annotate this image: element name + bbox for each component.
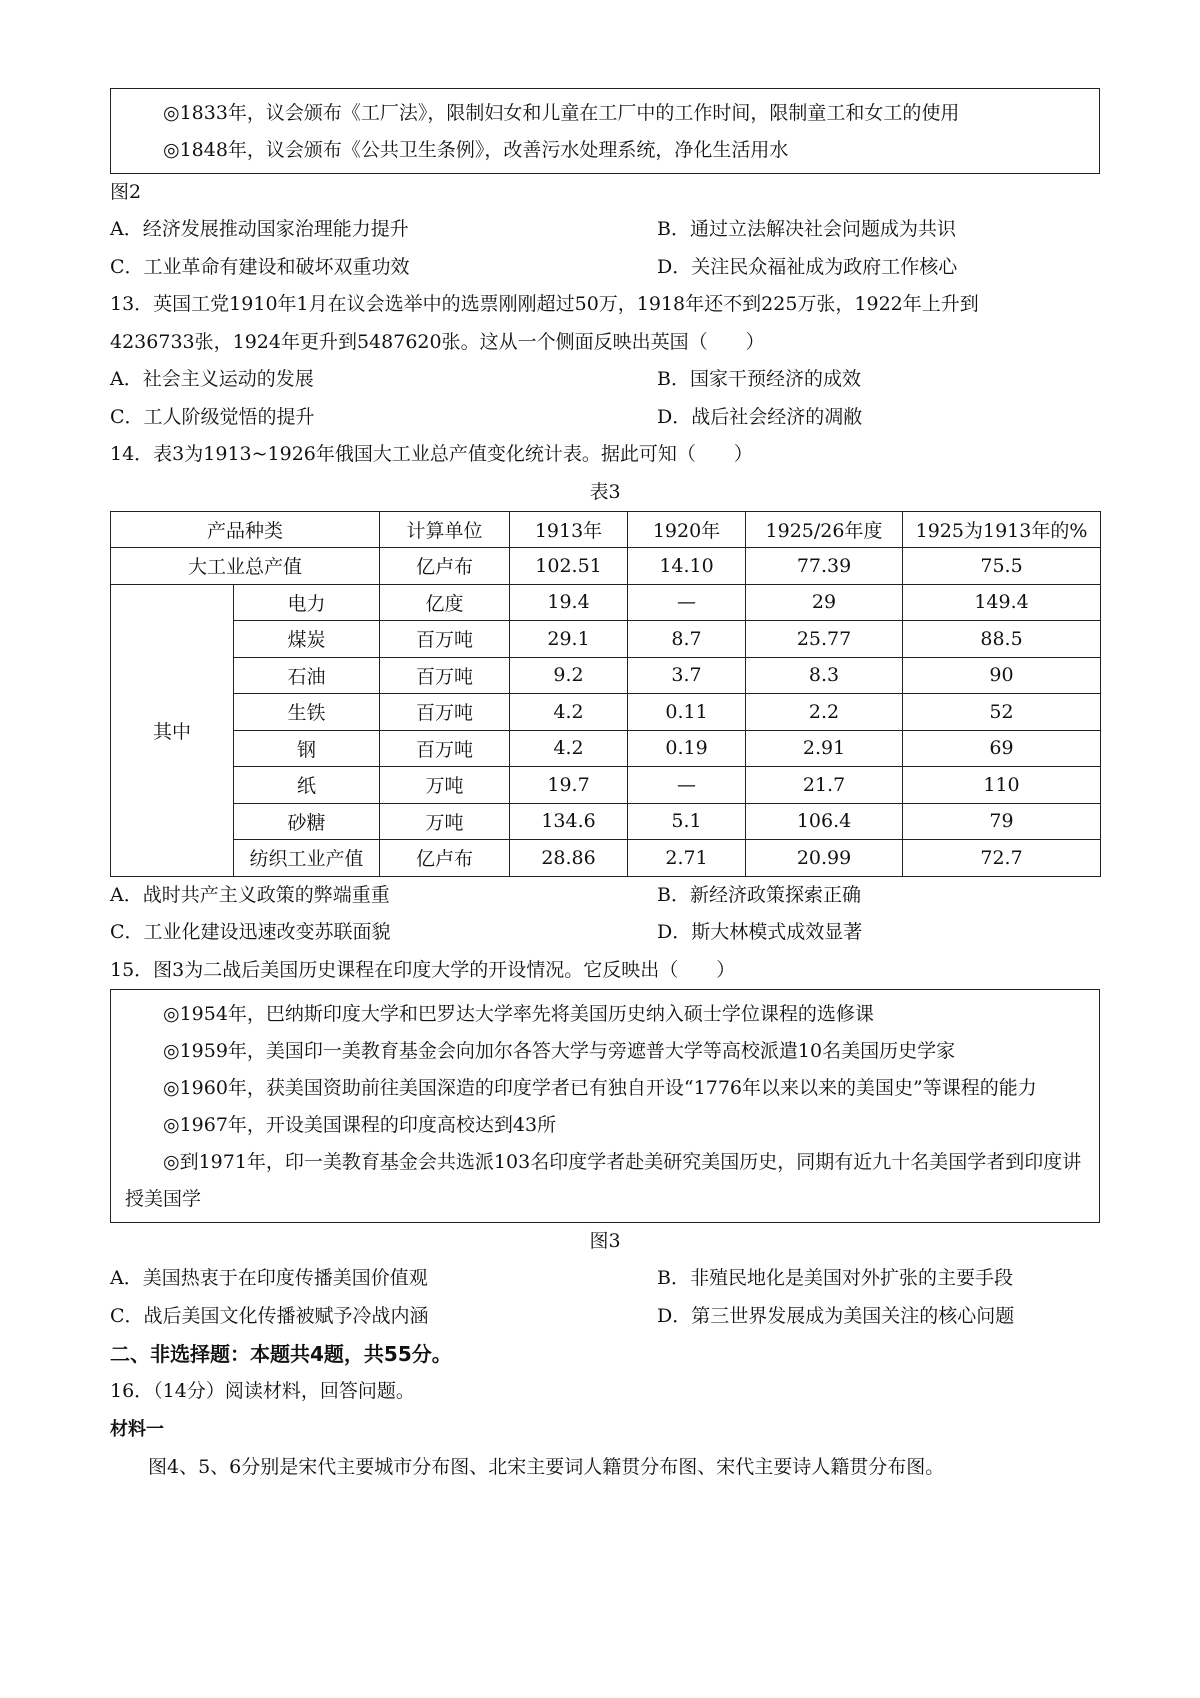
table-row [111,584,1101,621]
table-row [111,657,1101,694]
table-cell: 69 [903,730,1101,767]
q14-option-d: D．斯大林模式成效显著 [657,921,863,943]
table-cell: 106.4 [746,803,903,840]
table-cell: 25.77 [746,621,903,658]
q16-stem: 16．（14分）阅读材料，回答问题。 [110,1380,415,1402]
table-cell: 2.2 [746,694,903,731]
table-cell: 52 [903,694,1101,731]
table-3-title: 表3 [589,480,621,503]
q13-option-b: B．国家干预经济的成效 [657,368,861,390]
q12-option-a: A．经济发展推动国家治理能力提升 [110,218,409,240]
q12-option-c: C．工业革命有建设和破坏双重功效 [110,255,410,278]
q13-option-c: C．工人阶级觉悟的提升 [110,405,315,428]
table-row [111,840,1101,877]
table-cell: 0.11 [628,694,746,731]
table-cell: 3.7 [628,657,746,694]
table-cell: 75.5 [903,548,1101,585]
exam-page [110,88,1100,1486]
table-cell: 百万吨 [380,657,510,694]
q13-options [110,361,1100,436]
table-cell: 20.99 [746,840,903,877]
table-row [111,621,1101,658]
table-cell: 14.10 [628,548,746,585]
q15-option-c: C．战后美国文化传播被赋予冷战内涵 [110,1304,429,1327]
table-cell: 72.7 [903,840,1101,877]
table-header-cell: 产品种类 [111,511,380,548]
table-header-cell: 1920年 [628,511,746,548]
q13-option-d: D．战后社会经济的凋敝 [657,405,863,428]
table-cell: 28.86 [510,840,628,877]
q13-stem-line1: 13．英国工党1910年1月在议会选举中的选票刚刚超过50万，1918年还不到225万张，1922年上升到 [110,293,979,315]
table-cell: — [628,584,746,621]
q13-option-a: A．社会主义运动的发展 [110,368,314,390]
table-cell: 88.5 [903,621,1101,658]
q14-stem: 14．表3为1913~1926年俄国大工业总产值变化统计表。据此可知（ ） [110,443,753,465]
fig2-item: ◎1848年，议会颁布《公共卫生条例》，改善污水处理系统，净化生活用水 [163,139,789,161]
table-cell: 149.4 [903,584,1101,621]
table-row [111,730,1101,767]
fig3-item: ◎到1971年，印一美教育基金会共选派103名印度学者赴美研究美国历史，同期有近九十名美国学者到印度讲授美国学 [125,1151,1082,1210]
q12-option-b: B．通过立法解决社会问题成为共识 [657,218,956,240]
table-cell: 百万吨 [380,694,510,731]
table-cell: 90 [903,657,1101,694]
material-text: 图4、5、6分别是宋代主要城市分布图、北宋主要词人籍贯分布图、宋代主要诗人籍贯分布图。 [148,1455,945,1478]
table-cell: 19.7 [510,767,628,804]
table-cell: 钢 [234,730,380,767]
table-cell: 纺织工业产值 [234,840,380,877]
q12-option-d: D．关注民众福祉成为政府工作核心 [657,255,958,278]
table-row [111,548,1101,585]
table-cell: 大工业总产值 [111,548,380,585]
table-cell: 2.71 [628,840,746,877]
table-cell: 万吨 [380,803,510,840]
table-cell: 134.6 [510,803,628,840]
fig3-item: ◎1960年，获美国资助前往美国深造的印度学者已有独自开设“1776年以来以来的美国史”等课程的能力 [163,1077,1037,1099]
table-cell: 79 [903,803,1101,840]
fig3-item: ◎1967年，开设美国课程的印度高校达到43所 [163,1114,557,1136]
table-cell: 21.7 [746,767,903,804]
table-cell: 亿卢布 [380,548,510,585]
table-cell: 102.51 [510,548,628,585]
table-row [111,803,1101,840]
table-cell: 百万吨 [380,730,510,767]
table-cell: 8.7 [628,621,746,658]
table-cell: 4.2 [510,730,628,767]
material-label: 材料一 [110,1418,164,1440]
table-cell: 0.19 [628,730,746,767]
q14-option-b: B．新经济政策探索正确 [657,883,861,906]
figure-2-box [110,88,1100,174]
q15-option-a: A．美国热衷于在印度传播美国价值观 [110,1267,428,1289]
table-cell: 亿卢布 [380,840,510,877]
section-heading: 二、非选择题：本题共4题，共55分。 [110,1342,452,1366]
table-cell: 8.3 [746,657,903,694]
table-cell: 百万吨 [380,621,510,658]
q13-stem-line2: 4236733张，1924年更升到5487620张。这从一个侧面反映出英国（ ） [110,330,765,353]
q15-option-b: B．非殖民地化是美国对外扩张的主要手段 [657,1267,1013,1289]
figure-3-caption: 图3 [589,1230,621,1252]
q15-stem: 15．图3为二战后美国历史课程在印度大学的开设情况。它反映出（ ） [110,958,736,981]
table-row [111,767,1101,804]
table-header-cell: 1925/26年度 [746,511,903,548]
table-cell: 煤炭 [234,621,380,658]
table-cell: 9.2 [510,657,628,694]
table-cell: 77.39 [746,548,903,585]
q14-options [110,877,1100,952]
table-cell: 2.91 [746,730,903,767]
table-cell: 砂糖 [234,803,380,840]
fig2-item: ◎1833年，议会颁布《工厂法》，限制妇女和儿童在工厂中的工作时间，限制童工和女工的使用 [163,102,960,124]
table-cell: 29.1 [510,621,628,658]
table-cell: 110 [903,767,1101,804]
table-3 [110,511,1101,877]
table-header-cell: 1925为1913年的% [903,511,1101,548]
table-header-row [111,511,1101,548]
q15-options [110,1260,1100,1335]
table-cell: 纸 [234,767,380,804]
q14-option-a: A．战时共产主义政策的弊端重重 [110,883,390,906]
table-cell: 石油 [234,657,380,694]
figure-2-caption: 图2 [110,181,142,203]
table-cell: — [628,767,746,804]
table-cell: 万吨 [380,767,510,804]
fig3-item: ◎1959年，美国印一美教育基金会向加尔各答大学与旁遮普大学等高校派遣10名美国历史学家 [163,1040,956,1062]
fig3-item: ◎1954年，巴纳斯印度大学和巴罗达大学率先将美国历史纳入硕士学位课程的选修课 [163,1003,874,1025]
table-cell: 生铁 [234,694,380,731]
table-group-label: 其中 [111,584,234,876]
table-cell: 电力 [234,584,380,621]
table-cell: 29 [746,584,903,621]
q12-options [110,211,1100,286]
figure-3-box [110,989,1100,1223]
table-cell: 亿度 [380,584,510,621]
table-row [111,694,1101,731]
table-cell: 4.2 [510,694,628,731]
table-header-cell: 1913年 [510,511,628,548]
table-cell: 19.4 [510,584,628,621]
table-cell: 5.1 [628,803,746,840]
q14-option-c: C．工业化建设迅速改变苏联面貌 [110,921,391,943]
table-header-cell: 计算单位 [380,511,510,548]
q15-option-d: D．第三世界发展成为美国关注的核心问题 [657,1304,1015,1327]
